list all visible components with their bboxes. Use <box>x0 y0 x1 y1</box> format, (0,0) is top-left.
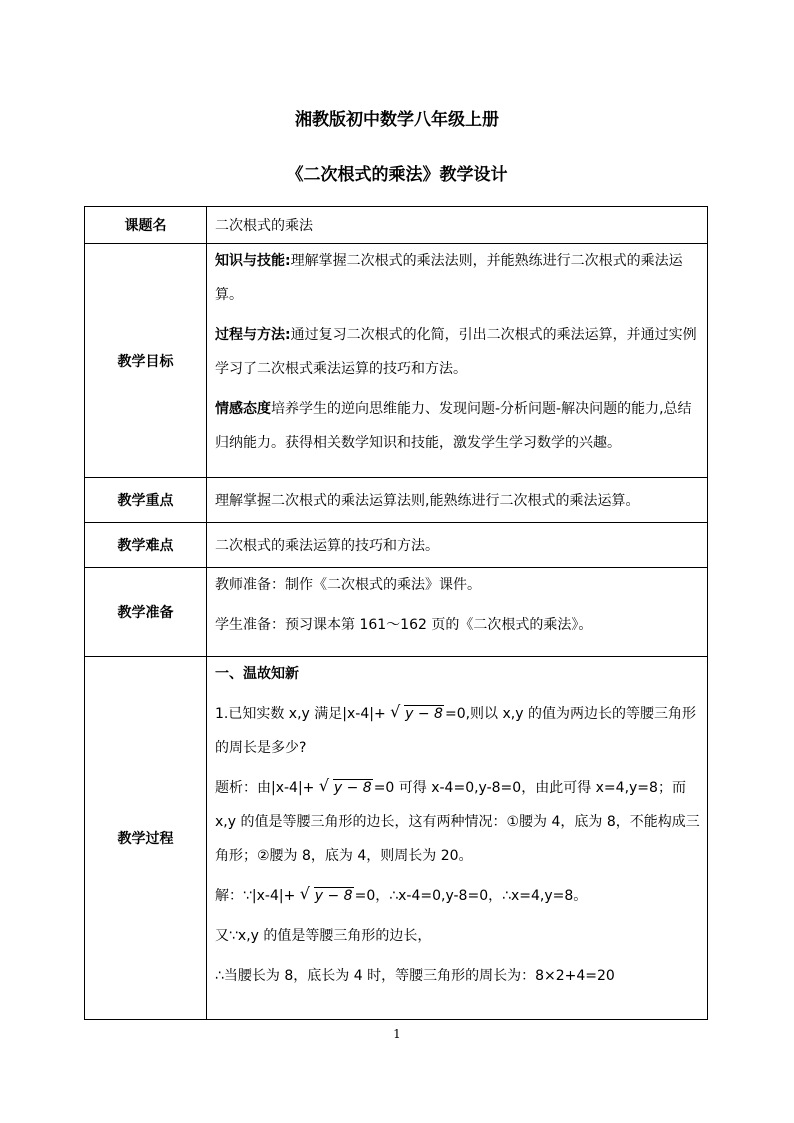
student-preparation: 学生准备：预习课本第 161～162 页的《二次根式的乘法》。 <box>215 617 593 633</box>
row-label-key-points: 教学重点 <box>85 478 207 523</box>
knowledge-text: 理解掌握二次根式的乘法法则，并能熟练进行二次根式的乘法运算。 <box>215 253 683 303</box>
sqrt-expression: √ y − 8 <box>318 776 372 796</box>
row-label-difficulty: 教学难点 <box>85 523 207 568</box>
solution-line-3: ∴当腰长为 8，底长为 4 时，等腰三角形的周长为：8×2+4=20 <box>215 968 615 984</box>
process-heading: 过程与方法: <box>215 327 291 343</box>
emotion-heading: 情感态度 <box>215 401 271 417</box>
row-label-process: 教学过程 <box>85 657 207 1020</box>
sqrt-radicand: y − 8 <box>405 706 443 722</box>
question-1 <box>215 697 701 765</box>
question-1-text-a: 1.已知实数 x,y 满足|x-4|+ <box>215 706 391 722</box>
table-row-topic <box>85 207 708 244</box>
preparation-content <box>207 568 708 657</box>
process-content <box>207 657 708 1020</box>
table-row-difficulty <box>85 523 708 568</box>
table-row-process <box>85 657 708 1020</box>
sqrt-expression: √ y − 8 <box>299 884 353 904</box>
document-title: 湘教版初中数学八年级上册 <box>295 110 499 130</box>
analysis-text-b: =0 可得 x-4=0,y-8=0，由此可得 x=4,y=8；而 x,y 的值是等腰三角形的边长，这有两种情况：①腰为 4，底为 8，不能构成三角形；②腰为 8，底为 4，则周长为 20。 <box>215 780 700 864</box>
knowledge-heading: 知识与技能: <box>215 253 291 269</box>
table-row-goals <box>85 244 708 478</box>
row-label-goals: 教学目标 <box>85 244 207 478</box>
teacher-preparation: 教师准备：制作《二次根式的乘法》课件。 <box>215 577 481 593</box>
analysis <box>215 771 701 873</box>
solution-text-b: =0，∴x-4=0,y-8=0，∴x=4,y=8。 <box>354 888 588 904</box>
lesson-plan-table <box>84 206 708 1020</box>
page-number: 1 <box>393 1027 401 1041</box>
process-text: 通过复习二次根式的化简，引出二次根式的乘法运算，并通过实例学习了二次根式乘法运算的技巧和方法。 <box>215 327 697 377</box>
sqrt-radicand: y − 8 <box>314 888 353 904</box>
table-row-preparation <box>85 568 708 657</box>
solution-line-1 <box>215 879 701 913</box>
analysis-text-a: 题析：由|x-4|+ <box>215 780 319 796</box>
sqrt-expression: √ y − 8 <box>390 702 443 722</box>
document-subtitle: 《二次根式的乘法》教学设计 <box>286 165 508 185</box>
solution-text-a: 解：∵|x-4|+ <box>215 888 300 904</box>
difficulty-value: 二次根式的乘法运算的技巧和方法。 <box>207 523 708 568</box>
row-label-preparation: 教学准备 <box>85 568 207 657</box>
emotion-text: 培养学生的逆向思维能力、发现问题-分析问题-解决问题的能力,总结归纳能力。获得相关数学知识和技能，激发学生学习数学的兴趣。 <box>215 401 692 451</box>
solution-line-2: 又∵x,y 的值是等腰三角形的边长， <box>215 928 432 944</box>
key-points-value: 理解掌握二次根式的乘法运算法则,能熟练进行二次根式的乘法运算。 <box>207 478 708 523</box>
topic-value: 二次根式的乘法 <box>207 207 708 244</box>
section-heading: 一、温故知新 <box>215 666 299 682</box>
goals-content <box>207 244 708 478</box>
sqrt-radicand: y − 8 <box>333 780 372 796</box>
table-row-key-points <box>85 478 708 523</box>
question-1-text-b: =0,则以 x,y 的值为两边长的等腰三角形的周长是多少? <box>215 706 696 756</box>
row-label-topic: 课题名 <box>85 207 207 244</box>
